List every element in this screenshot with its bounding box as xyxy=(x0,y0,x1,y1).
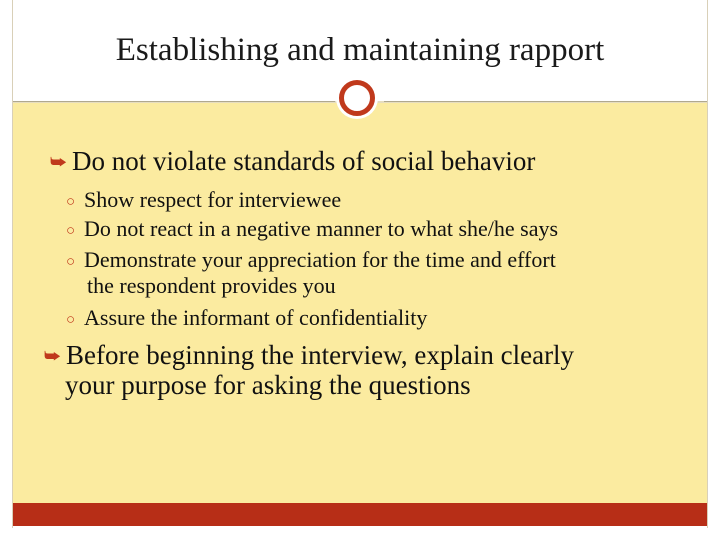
sub-bullet-item xyxy=(66,305,427,333)
sub-bullet-continuation xyxy=(87,273,336,299)
bullet-text: Do not violate standards of social behavior xyxy=(72,146,536,176)
bottom-accent-bar xyxy=(13,503,707,526)
slide-title: Establishing and maintaining rapport xyxy=(115,32,605,68)
sub-bullet-item xyxy=(66,216,558,244)
sub-bullet-text: Do not react in a negative manner to what she/he says xyxy=(84,216,559,241)
sub-bullet-text: the respondent provides you xyxy=(87,273,336,298)
bullet-continuation xyxy=(65,370,471,400)
divider-line-right xyxy=(384,101,707,102)
ring-ornament-icon xyxy=(339,80,375,116)
sub-bullet-text: Demonstrate your appreciation for the time and effort xyxy=(84,247,556,272)
triangle-bullet-icon: ⮩ xyxy=(44,346,61,366)
bullet-text: Before beginning the interview, explain clearly xyxy=(66,340,575,370)
circle-bullet-icon: ○ xyxy=(66,223,76,239)
bullet-item xyxy=(44,340,574,371)
sub-bullet-text: Assure the informant of confidentiality xyxy=(84,305,428,330)
sub-bullet-text: Show respect for interviewee xyxy=(84,187,342,212)
bullet-item xyxy=(50,146,535,177)
divider-line-left xyxy=(13,101,335,102)
sub-bullet-item xyxy=(66,187,341,215)
bullet-text: your purpose for asking the questions xyxy=(65,370,471,400)
sub-bullet-item xyxy=(66,247,556,275)
frame-right-line xyxy=(707,0,708,528)
circle-bullet-icon: ○ xyxy=(66,194,76,210)
circle-bullet-icon: ○ xyxy=(66,312,76,328)
circle-bullet-icon: ○ xyxy=(66,254,76,270)
triangle-bullet-icon: ⮩ xyxy=(50,152,67,172)
